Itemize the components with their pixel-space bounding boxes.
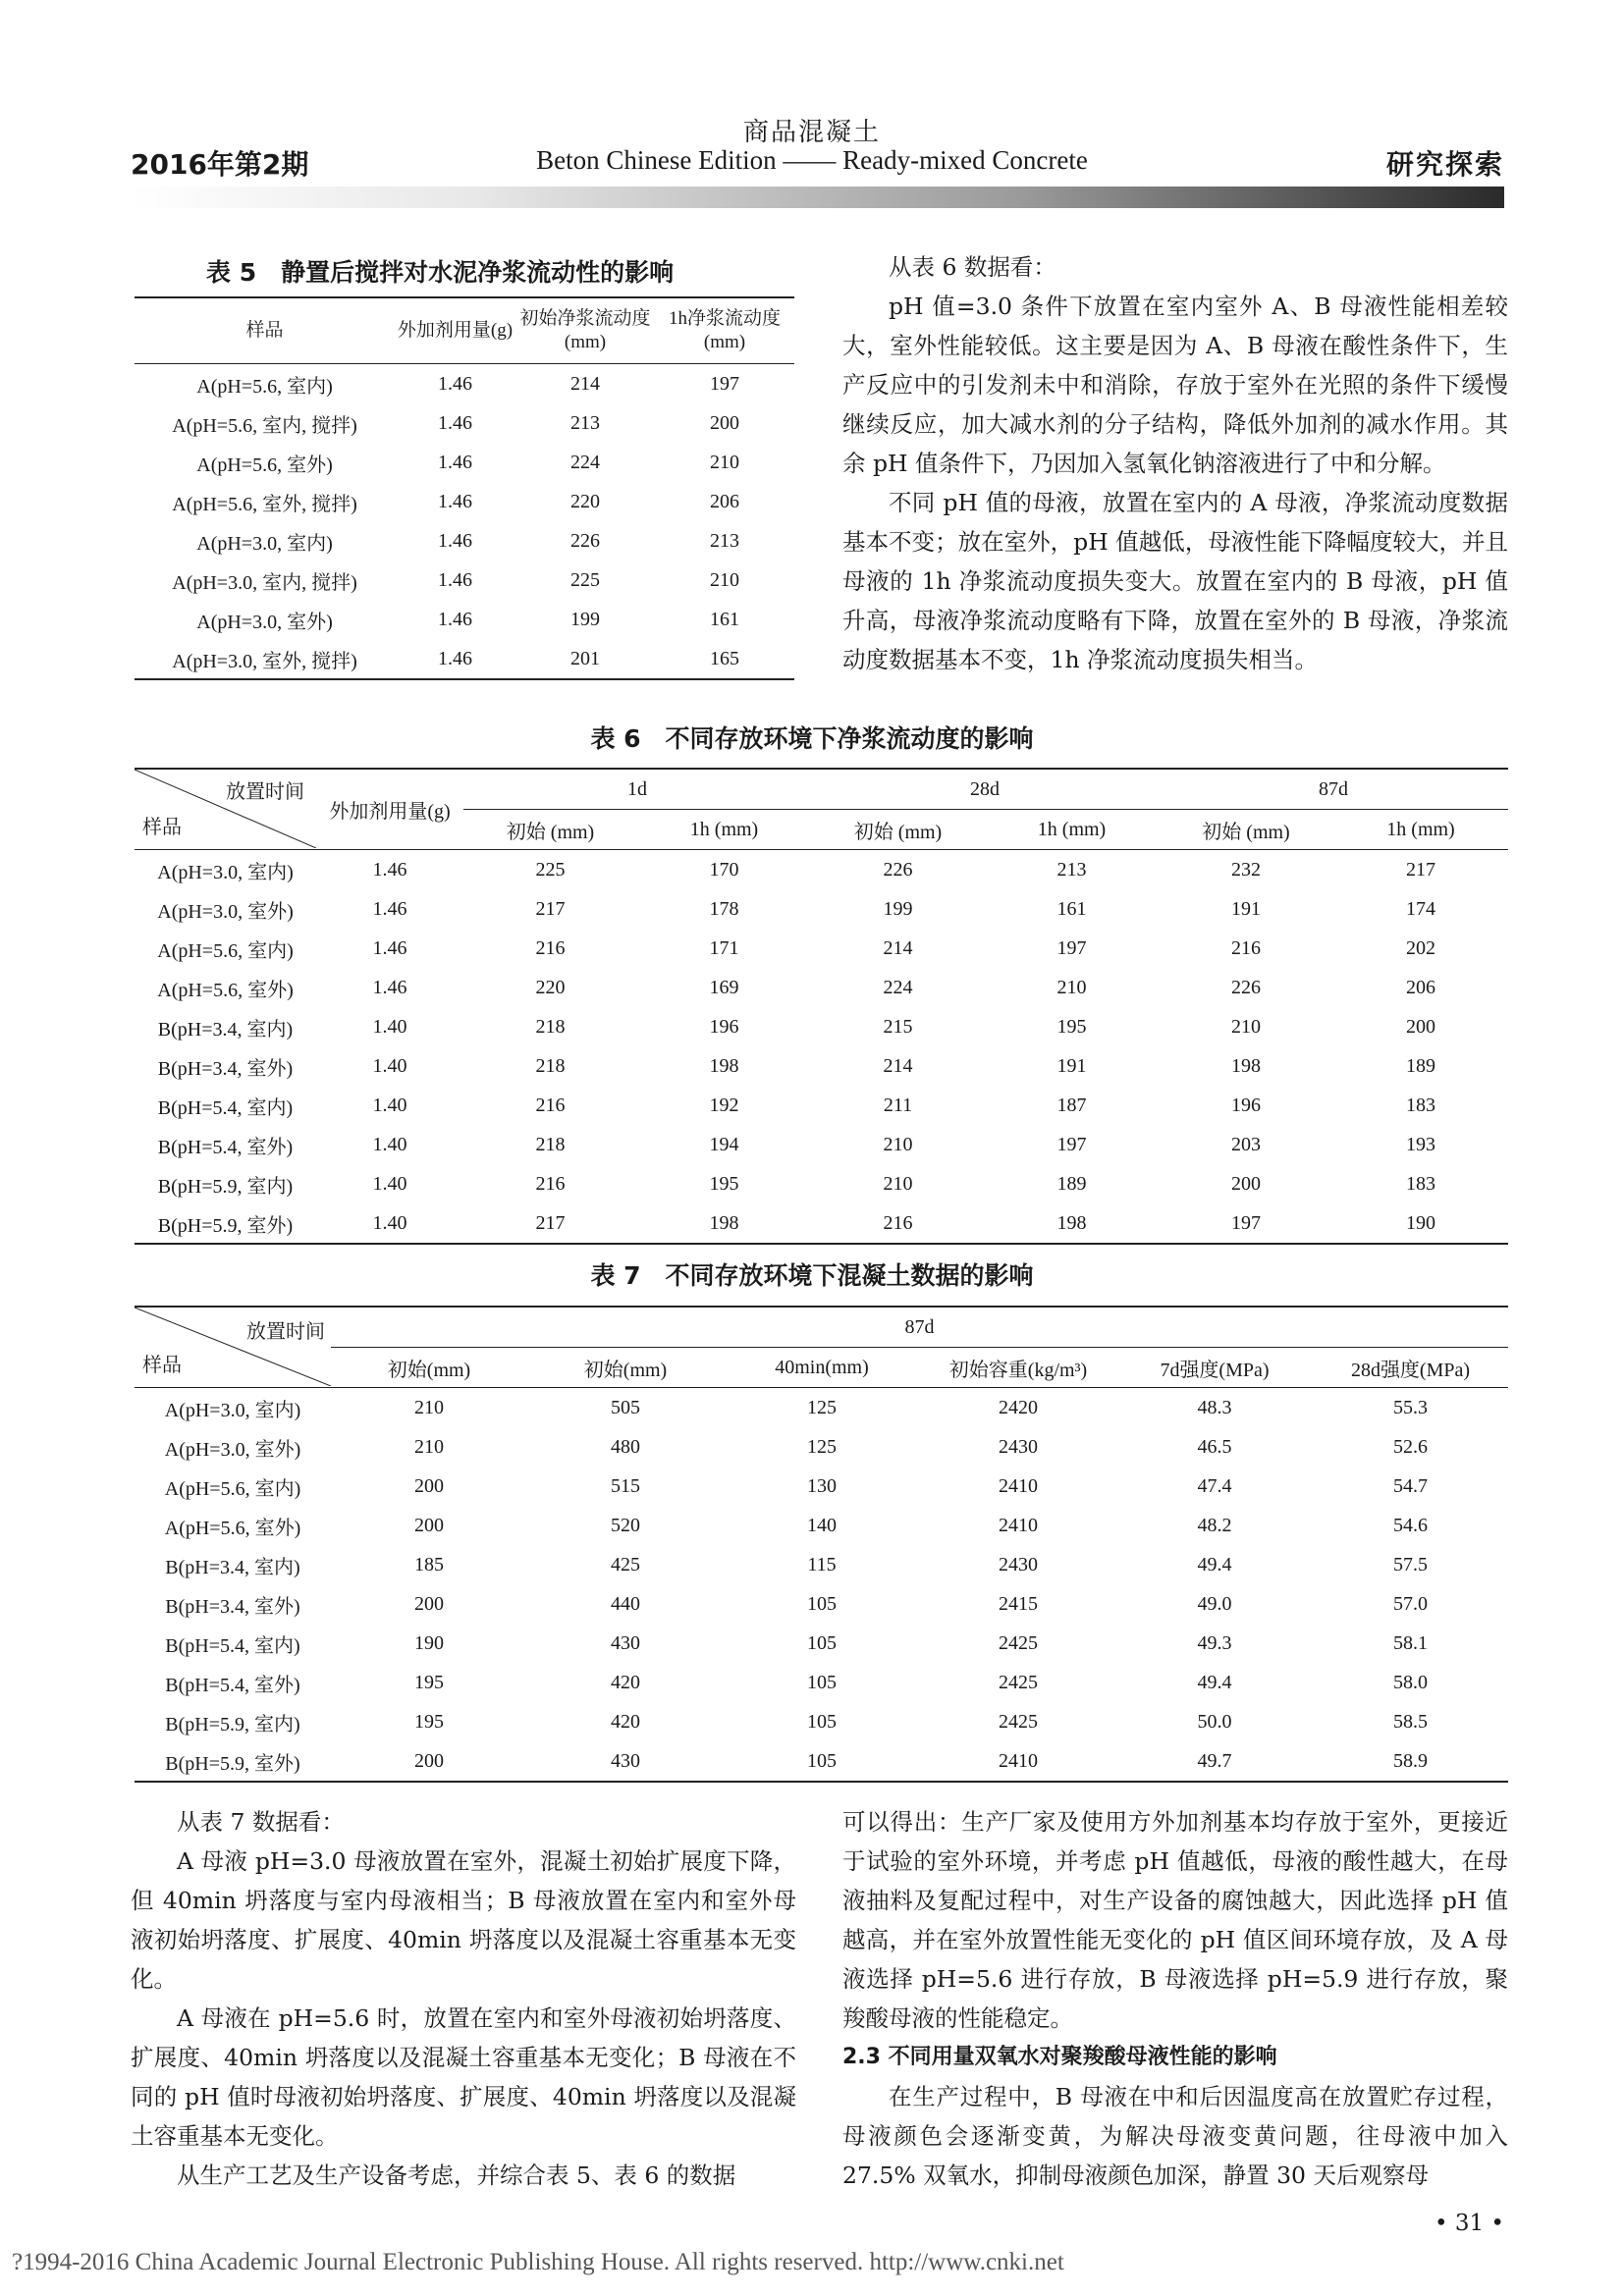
table6-row bbox=[135, 1007, 1508, 1046]
table6-cell: 217 bbox=[535, 1211, 566, 1234]
table6-row bbox=[135, 850, 1508, 890]
table6-cell: 216 bbox=[535, 1172, 566, 1195]
table6-cell: 218 bbox=[535, 1133, 566, 1155]
table5-cell: A(pH=3.0, 室外) bbox=[196, 611, 333, 633]
table7-cell: 2410 bbox=[999, 1514, 1038, 1536]
table5-row bbox=[135, 639, 794, 679]
table7-cell: 125 bbox=[807, 1396, 837, 1418]
table6-cell: 214 bbox=[883, 936, 913, 959]
table5-cell: A(pH=3.0, 室内, 搅拌) bbox=[172, 571, 357, 594]
table7-cell: 420 bbox=[611, 1671, 640, 1693]
table7-cell: 125 bbox=[807, 1435, 837, 1458]
table7-cell: 52.6 bbox=[1393, 1435, 1428, 1458]
table6-cell: 189 bbox=[1056, 1172, 1087, 1195]
table5-cell: 210 bbox=[710, 451, 739, 473]
diag-bottom-label: 样品 bbox=[142, 817, 182, 838]
table6-period-header: 1d bbox=[463, 769, 811, 810]
table7-row bbox=[135, 1545, 1508, 1584]
table6-cell: 200 bbox=[1406, 1015, 1435, 1038]
table7-cell: 2430 bbox=[999, 1435, 1038, 1458]
table7-row bbox=[135, 1624, 1508, 1663]
table5-cell: 213 bbox=[570, 411, 600, 434]
table6-cell: 195 bbox=[709, 1172, 739, 1195]
table5-header-cell: 外加剂用量(g) bbox=[397, 320, 514, 341]
table5-cell: 210 bbox=[710, 568, 739, 591]
table6-cell: 189 bbox=[1406, 1054, 1435, 1077]
table6-cell: B(pH=3.4, 室内) bbox=[157, 1018, 294, 1041]
table7-cell: 195 bbox=[414, 1710, 444, 1733]
table6-cell: 197 bbox=[1231, 1211, 1261, 1234]
table6-cell: 169 bbox=[709, 976, 739, 998]
table7-cell: 210 bbox=[414, 1396, 444, 1418]
table5-cell: 197 bbox=[710, 372, 739, 395]
diag-top-label: 放置时间 bbox=[246, 1321, 325, 1343]
table6-row bbox=[135, 1164, 1508, 1203]
table7-cell: 2425 bbox=[999, 1631, 1038, 1654]
table7-cell: 49.3 bbox=[1197, 1631, 1232, 1654]
table7-cell: 105 bbox=[807, 1749, 837, 1772]
paragraph: A 母液 pH=3.0 母液放置在室外，混凝土初始扩展度下降，但 40min 坍落度与室内母液相当；B 母液放置在室内和室外母液初始坍落度、扩展度、40min 坍落度以及混凝土容重基本无变化。 bbox=[131, 1847, 796, 1993]
table7-cell: 480 bbox=[611, 1435, 640, 1458]
table7-subheader-cell: 初始(mm) bbox=[583, 1359, 668, 1381]
bottom-left-column bbox=[131, 1802, 796, 2195]
table5-header-row bbox=[135, 297, 794, 364]
table7-cell: 105 bbox=[807, 1592, 837, 1615]
table7-cell: 49.4 bbox=[1197, 1671, 1232, 1693]
table5-cell: 220 bbox=[570, 490, 600, 512]
table7-cell: 185 bbox=[414, 1553, 444, 1575]
table5-row bbox=[135, 403, 794, 443]
table7-cell: 2425 bbox=[999, 1710, 1038, 1733]
table6-cell: 170 bbox=[709, 858, 739, 881]
table7-cell: 505 bbox=[611, 1396, 640, 1418]
table7-cell: A(pH=5.6, 室外) bbox=[164, 1517, 301, 1539]
table7-row bbox=[135, 1741, 1508, 1782]
table6-cell: 198 bbox=[709, 1054, 739, 1077]
table6-cell: 203 bbox=[1231, 1133, 1261, 1155]
table5-cell: 1.46 bbox=[438, 647, 472, 669]
table6-cell: 1.40 bbox=[372, 1172, 407, 1195]
table5-header-cell: 初始净浆流动度(mm) bbox=[519, 308, 651, 352]
table6-period-header: 28d bbox=[811, 769, 1159, 810]
table5-cell: 214 bbox=[570, 372, 600, 395]
table6 bbox=[135, 768, 1508, 1245]
table6-cell: B(pH=5.4, 室内) bbox=[157, 1096, 294, 1119]
table7-body bbox=[135, 1388, 1508, 1783]
table7-subheader-cell: 初始容重(kg/m³) bbox=[948, 1359, 1088, 1381]
table6-cell: 161 bbox=[1056, 897, 1087, 920]
issue-label: 2016年第2期 bbox=[131, 148, 309, 181]
table5-cell: 206 bbox=[710, 490, 739, 512]
table6-cell: B(pH=5.9, 室外) bbox=[157, 1214, 294, 1237]
table5-cell: 213 bbox=[710, 529, 739, 552]
journal-title-cn: 商品混凝土 bbox=[742, 118, 881, 147]
table6-cell: 217 bbox=[1406, 858, 1435, 881]
table6-cell: 192 bbox=[709, 1094, 739, 1116]
table7-cell: 105 bbox=[807, 1631, 837, 1654]
table6-cell: B(pH=3.4, 室外) bbox=[157, 1057, 294, 1080]
table6-cell: 224 bbox=[883, 976, 913, 998]
table7-cell: 57.5 bbox=[1393, 1553, 1428, 1575]
table6-cell: 187 bbox=[1056, 1094, 1087, 1116]
table7-cell: B(pH=5.4, 室外) bbox=[165, 1674, 300, 1696]
table5 bbox=[135, 296, 794, 680]
table6-row bbox=[135, 889, 1508, 929]
table5-cell: 199 bbox=[570, 608, 600, 630]
table6-cell: 220 bbox=[535, 976, 566, 998]
diag-bottom-label: 样品 bbox=[142, 1355, 182, 1376]
table7-cell: 54.7 bbox=[1393, 1474, 1428, 1497]
table7-row bbox=[135, 1467, 1508, 1506]
table6-cell: 218 bbox=[535, 1015, 566, 1038]
table7-cell: 2410 bbox=[999, 1749, 1038, 1772]
header-gradient-bar bbox=[131, 187, 1504, 208]
table5-cell: 1.46 bbox=[438, 451, 472, 473]
table6-row bbox=[135, 1086, 1508, 1125]
table5-row bbox=[135, 443, 794, 482]
table6-cell: 215 bbox=[883, 1015, 913, 1038]
table7-diagonal-header bbox=[135, 1307, 331, 1388]
table7-row bbox=[135, 1427, 1508, 1467]
table6-cell: 178 bbox=[709, 897, 739, 920]
table6-cell: 198 bbox=[1231, 1054, 1261, 1077]
table7-cell: 140 bbox=[807, 1514, 837, 1536]
table5-cell: A(pH=3.0, 室内) bbox=[196, 532, 333, 555]
table6-cell: 1.40 bbox=[372, 1054, 407, 1077]
bottom-right-column bbox=[842, 1802, 1508, 2195]
table6-cell: 202 bbox=[1406, 936, 1435, 959]
table7-cell: B(pH=5.9, 室内) bbox=[165, 1713, 300, 1735]
table6-body bbox=[135, 850, 1508, 1245]
table7-cell: 200 bbox=[414, 1592, 444, 1615]
table7-cell: 105 bbox=[807, 1671, 837, 1693]
table7-cell: 2415 bbox=[999, 1592, 1038, 1615]
table7-cell: 49.7 bbox=[1197, 1749, 1232, 1772]
table6-diagonal-header bbox=[135, 769, 316, 850]
table6-subheader-cell: 初始 (mm) bbox=[506, 821, 595, 843]
table6-cell: A(pH=3.0, 室内) bbox=[157, 861, 294, 883]
table7-cell: B(pH=5.4, 室内) bbox=[165, 1634, 300, 1657]
table5-body bbox=[135, 364, 794, 680]
table5-cell: 200 bbox=[710, 411, 739, 434]
table6-subheader-cell: 初始 (mm) bbox=[1202, 821, 1290, 843]
table6-cell: 1.46 bbox=[372, 897, 407, 920]
table7-cell: 48.2 bbox=[1197, 1514, 1232, 1536]
table5-cell: 1.46 bbox=[438, 411, 472, 434]
table7-cell: 2410 bbox=[999, 1474, 1038, 1497]
table5-cell: 1.46 bbox=[438, 372, 472, 395]
table6-cell: 1.40 bbox=[372, 1133, 407, 1155]
table6-cell: A(pH=5.6, 室内) bbox=[157, 939, 294, 962]
table6-cell: 1.46 bbox=[372, 858, 407, 881]
table6-cell: 216 bbox=[883, 1211, 913, 1234]
table5-row bbox=[135, 364, 794, 404]
table7-cell: 515 bbox=[611, 1474, 640, 1497]
table7-cell: 49.4 bbox=[1197, 1553, 1232, 1575]
table6-cell: 199 bbox=[883, 897, 913, 920]
table7-cell: B(pH=3.4, 室外) bbox=[165, 1595, 300, 1618]
table6-cell: 1.40 bbox=[372, 1094, 407, 1116]
table7-cell: 2425 bbox=[999, 1671, 1038, 1693]
table6-cell: 191 bbox=[1231, 897, 1261, 920]
table7-row bbox=[135, 1584, 1508, 1624]
table7-cell: 200 bbox=[414, 1474, 444, 1497]
table6-cell: 197 bbox=[1056, 936, 1087, 959]
table5-cell: 1.46 bbox=[438, 490, 472, 512]
table6-dose-header: 外加剂用量(g) bbox=[316, 769, 463, 850]
paragraph: pH 值=3.0 条件下放置在室内室外 A、B 母液性能相差较大，室外性能较低。这主要是因为 A、B 母液在酸性条件下，生产反应中的引发剂未中和消除，存放于室外在光照的条件下缓慢继续反应，加大减水剂的分子结构，降低外加剂的减水作用。其余 pH 值条件下，乃因加入氢氧化钠溶液进行了中和分解。 bbox=[842, 293, 1508, 477]
table6-cell: 197 bbox=[1056, 1133, 1087, 1155]
journal-title-en: Beton Chinese Edition —— Ready-mixed Concrete bbox=[536, 145, 1088, 175]
table7-cell: 49.0 bbox=[1197, 1592, 1232, 1615]
paragraph: 从表 7 数据看： bbox=[177, 1808, 345, 1836]
table7-row bbox=[135, 1388, 1508, 1428]
table6-cell: 206 bbox=[1406, 976, 1435, 998]
table7-subheader-cell: 初始(mm) bbox=[387, 1359, 471, 1381]
table7-cell: 48.3 bbox=[1197, 1396, 1232, 1418]
table5-caption: 表 5 静置后搅拌对水泥净浆流动性的影响 bbox=[206, 258, 675, 287]
table6-cell: 193 bbox=[1406, 1133, 1435, 1155]
table7-cell: 200 bbox=[414, 1514, 444, 1536]
table7-cell: 58.0 bbox=[1393, 1671, 1428, 1693]
table7-cell: 440 bbox=[611, 1592, 640, 1615]
table5-cell: 1.46 bbox=[438, 608, 472, 630]
table6-cell: 218 bbox=[535, 1054, 566, 1077]
table7-cell: 195 bbox=[414, 1671, 444, 1693]
table6-cell: 210 bbox=[1231, 1015, 1261, 1038]
table5-row bbox=[135, 482, 794, 521]
table6-cell: 216 bbox=[535, 1094, 566, 1116]
table6-cell: 171 bbox=[709, 936, 739, 959]
table5-cell: 1.46 bbox=[438, 568, 472, 591]
table7-cell: B(pH=5.9, 室外) bbox=[165, 1752, 300, 1775]
table7-subheader-row bbox=[135, 1348, 1508, 1388]
table5-cell: A(pH=5.6, 室外) bbox=[196, 454, 333, 476]
table7-row bbox=[135, 1663, 1508, 1702]
paragraph: A 母液在 pH=5.6 时，放置在室内和室外母液初始坍落度、扩展度、40min 坍落度以及混凝土容重基本无变化；B 母液在不同的 pH 值时母液初始坍落度、扩展度、40min 坍落度以及混凝土容重基本无变化。 bbox=[131, 2004, 796, 2150]
copyright-footer: ?1994-2016 China Academic Journal Electronic Publishing House. All rights reserved. http://www.cnki.net bbox=[12, 2249, 1064, 2275]
table6-cell: 217 bbox=[535, 897, 566, 920]
table7-period-header: 87d bbox=[331, 1307, 1508, 1348]
table5-row bbox=[135, 561, 794, 600]
table6-cell: 216 bbox=[535, 936, 566, 959]
table7-cell: 200 bbox=[414, 1749, 444, 1772]
table7-subheader-cell: 7d强度(MPa) bbox=[1160, 1359, 1270, 1381]
table6-cell: 1.46 bbox=[372, 976, 407, 998]
section-heading: 2.3 不同用量双氧水对聚羧酸母液性能的影响 bbox=[842, 2045, 1277, 2069]
table6-cell: 190 bbox=[1406, 1211, 1435, 1234]
table6-cell: 225 bbox=[535, 858, 566, 881]
table6-cell: 196 bbox=[709, 1015, 739, 1038]
table7-cell: 50.0 bbox=[1197, 1710, 1232, 1733]
table6-cell: 226 bbox=[1231, 976, 1261, 998]
table6-cell: 198 bbox=[709, 1211, 739, 1234]
table7 bbox=[135, 1306, 1508, 1783]
page-number: • 31 • bbox=[1434, 2211, 1504, 2236]
table7-header-row bbox=[135, 1307, 1508, 1348]
table7-cell: 430 bbox=[611, 1749, 640, 1772]
paragraph: 从表 6 数据看： bbox=[889, 253, 1056, 281]
table6-cell: 216 bbox=[1231, 936, 1261, 959]
paragraph: 在生产过程中，B 母液在中和后因温度高在放置贮存过程，母液颜色会逐渐变黄，为解决母液变黄问题，往母液中加入 27.5% 双氧水，抑制母液颜色加深，静置 30 天后观察母 bbox=[842, 2083, 1508, 2189]
table5-cell: A(pH=5.6, 室外, 搅拌) bbox=[172, 493, 357, 515]
table7-cell: 46.5 bbox=[1197, 1435, 1232, 1458]
table6-cell: 1.46 bbox=[372, 936, 407, 959]
table7-cell: 115 bbox=[807, 1553, 837, 1575]
table6-subheader-cell: 初始 (mm) bbox=[853, 821, 943, 843]
table5-row bbox=[135, 521, 794, 561]
table6-cell: B(pH=5.9, 室内) bbox=[157, 1175, 294, 1198]
table5-cell: 226 bbox=[570, 529, 600, 552]
table6-cell: 195 bbox=[1056, 1015, 1087, 1038]
table7-cell: 210 bbox=[414, 1435, 444, 1458]
table6-cell: 210 bbox=[883, 1172, 913, 1195]
table6-cell: 232 bbox=[1231, 858, 1261, 881]
table5-cell: 1.46 bbox=[438, 529, 472, 552]
table6-row bbox=[135, 929, 1508, 968]
paragraph: 不同 pH 值的母液，放置在室内的 A 母液，净浆流动度数据基本不变；放在室外，pH 值越低，母液性能下降幅度较大，并且母液的 1h 净浆流动度损失变大。放置在室内的 B 母液，pH 值升高，母液净浆流动度略有下降，放置在室外的 B 母液，净浆流动度数据基本不变，1h 净浆流动度损失相当。 bbox=[842, 489, 1508, 673]
table5-cell: 201 bbox=[570, 647, 600, 669]
right-column-text bbox=[842, 247, 1508, 679]
table6-row bbox=[135, 1046, 1508, 1086]
table5-cell: A(pH=5.6, 室内, 搅拌) bbox=[172, 414, 357, 437]
table6-cell: 183 bbox=[1406, 1172, 1435, 1195]
table6-cell: 1.40 bbox=[372, 1211, 407, 1234]
table7-subheader-cell: 40min(mm) bbox=[775, 1356, 869, 1378]
table6-cell: 1.40 bbox=[372, 1015, 407, 1038]
table7-cell: 2420 bbox=[999, 1396, 1038, 1418]
table5-header-cell: 1h净浆流动度(mm) bbox=[668, 308, 781, 352]
table7-cell: 58.5 bbox=[1393, 1710, 1428, 1733]
table7-cell: 520 bbox=[611, 1514, 640, 1536]
table7-subheader-cell: 28d强度(MPa) bbox=[1350, 1359, 1471, 1381]
table7-row bbox=[135, 1702, 1508, 1741]
table7-cell: 190 bbox=[414, 1631, 444, 1654]
table6-cell: B(pH=5.4, 室外) bbox=[157, 1136, 294, 1158]
table7-caption: 表 7 不同存放环境下混凝土数据的影响 bbox=[590, 1261, 1034, 1290]
table6-cell: 183 bbox=[1406, 1094, 1435, 1116]
table7-cell: 430 bbox=[611, 1631, 640, 1654]
table5-cell: A(pH=5.6, 室内) bbox=[196, 375, 333, 398]
table7-cell: 130 bbox=[807, 1474, 837, 1497]
table6-subheader-cell: 1h (mm) bbox=[1037, 818, 1107, 840]
table6-cell: 198 bbox=[1056, 1211, 1087, 1234]
paragraph: 从生产工艺及生产设备考虑，并综合表 5、表 6 的数据 bbox=[177, 2162, 736, 2189]
table6-cell: 213 bbox=[1056, 858, 1087, 881]
table5-cell: 225 bbox=[570, 568, 600, 591]
table5-cell: 224 bbox=[570, 451, 600, 473]
table7-cell: 420 bbox=[611, 1710, 640, 1733]
table7-cell: 57.0 bbox=[1393, 1592, 1428, 1615]
table7-cell: 105 bbox=[807, 1710, 837, 1733]
table6-subheader-cell: 1h (mm) bbox=[1386, 818, 1455, 840]
table6-row bbox=[135, 1125, 1508, 1164]
diag-top-label: 放置时间 bbox=[226, 781, 304, 803]
table7-cell: 54.6 bbox=[1393, 1514, 1428, 1536]
table7-cell: 55.3 bbox=[1393, 1396, 1428, 1418]
table6-cell: 194 bbox=[709, 1133, 739, 1155]
paragraph: 可以得出：生产厂家及使用方外加剂基本均存放于室外，更接近于试验的室外环境，并考虑 pH 值越低，母液的酸性越大，在母液抽料及复配过程中，对生产设备的腐蚀越大，因此选择 pH 值越高，并在室外放置性能无变化的 pH 值区间环境存放，及 A 母液选择 pH=5.6 进行存放，B 母液选择 pH=5.9 进行存放，聚羧酸母液的性能稳定。 bbox=[842, 1808, 1508, 2032]
table6-period-header: 87d bbox=[1159, 769, 1508, 810]
table7-cell: 47.4 bbox=[1197, 1474, 1232, 1497]
table7-cell: A(pH=3.0, 室内) bbox=[164, 1399, 301, 1421]
table7-row bbox=[135, 1506, 1508, 1545]
table6-cell: 210 bbox=[1056, 976, 1087, 998]
table7-cell: 58.9 bbox=[1393, 1749, 1428, 1772]
table6-cell: 200 bbox=[1231, 1172, 1261, 1195]
table7-cell: 58.1 bbox=[1393, 1631, 1428, 1654]
table6-cell: 191 bbox=[1056, 1054, 1087, 1077]
table6-subheader-cell: 1h (mm) bbox=[689, 818, 759, 840]
table6-cell: A(pH=3.0, 室外) bbox=[157, 900, 294, 923]
table7-cell: A(pH=3.0, 室外) bbox=[164, 1438, 301, 1461]
table7-cell: 425 bbox=[611, 1553, 640, 1575]
table6-row bbox=[135, 1203, 1508, 1244]
table6-cell: 196 bbox=[1231, 1094, 1261, 1116]
table6-cell: A(pH=5.6, 室外) bbox=[157, 979, 294, 1001]
table6-row bbox=[135, 968, 1508, 1007]
table6-cell: 214 bbox=[883, 1054, 913, 1077]
table5-header-cell: 样品 bbox=[245, 320, 284, 341]
table5-row bbox=[135, 600, 794, 639]
table7-cell: B(pH=3.4, 室内) bbox=[165, 1556, 300, 1578]
table7-cell: A(pH=5.6, 室内) bbox=[164, 1477, 301, 1500]
table6-cell: 174 bbox=[1406, 897, 1435, 920]
table6-caption: 表 6 不同存放环境下净浆流动度的影响 bbox=[590, 724, 1034, 753]
table6-cell: 226 bbox=[883, 858, 913, 881]
table6-cell: 210 bbox=[883, 1133, 913, 1155]
table7-cell: 2430 bbox=[999, 1553, 1038, 1575]
section-label: 研究探索 bbox=[1385, 148, 1504, 181]
table6-header-row bbox=[135, 769, 1508, 810]
table6-cell: 211 bbox=[883, 1094, 913, 1116]
table5-cell: 161 bbox=[710, 608, 739, 630]
table5-cell: 165 bbox=[710, 647, 739, 669]
table5-cell: A(pH=3.0, 室外, 搅拌) bbox=[172, 650, 357, 672]
